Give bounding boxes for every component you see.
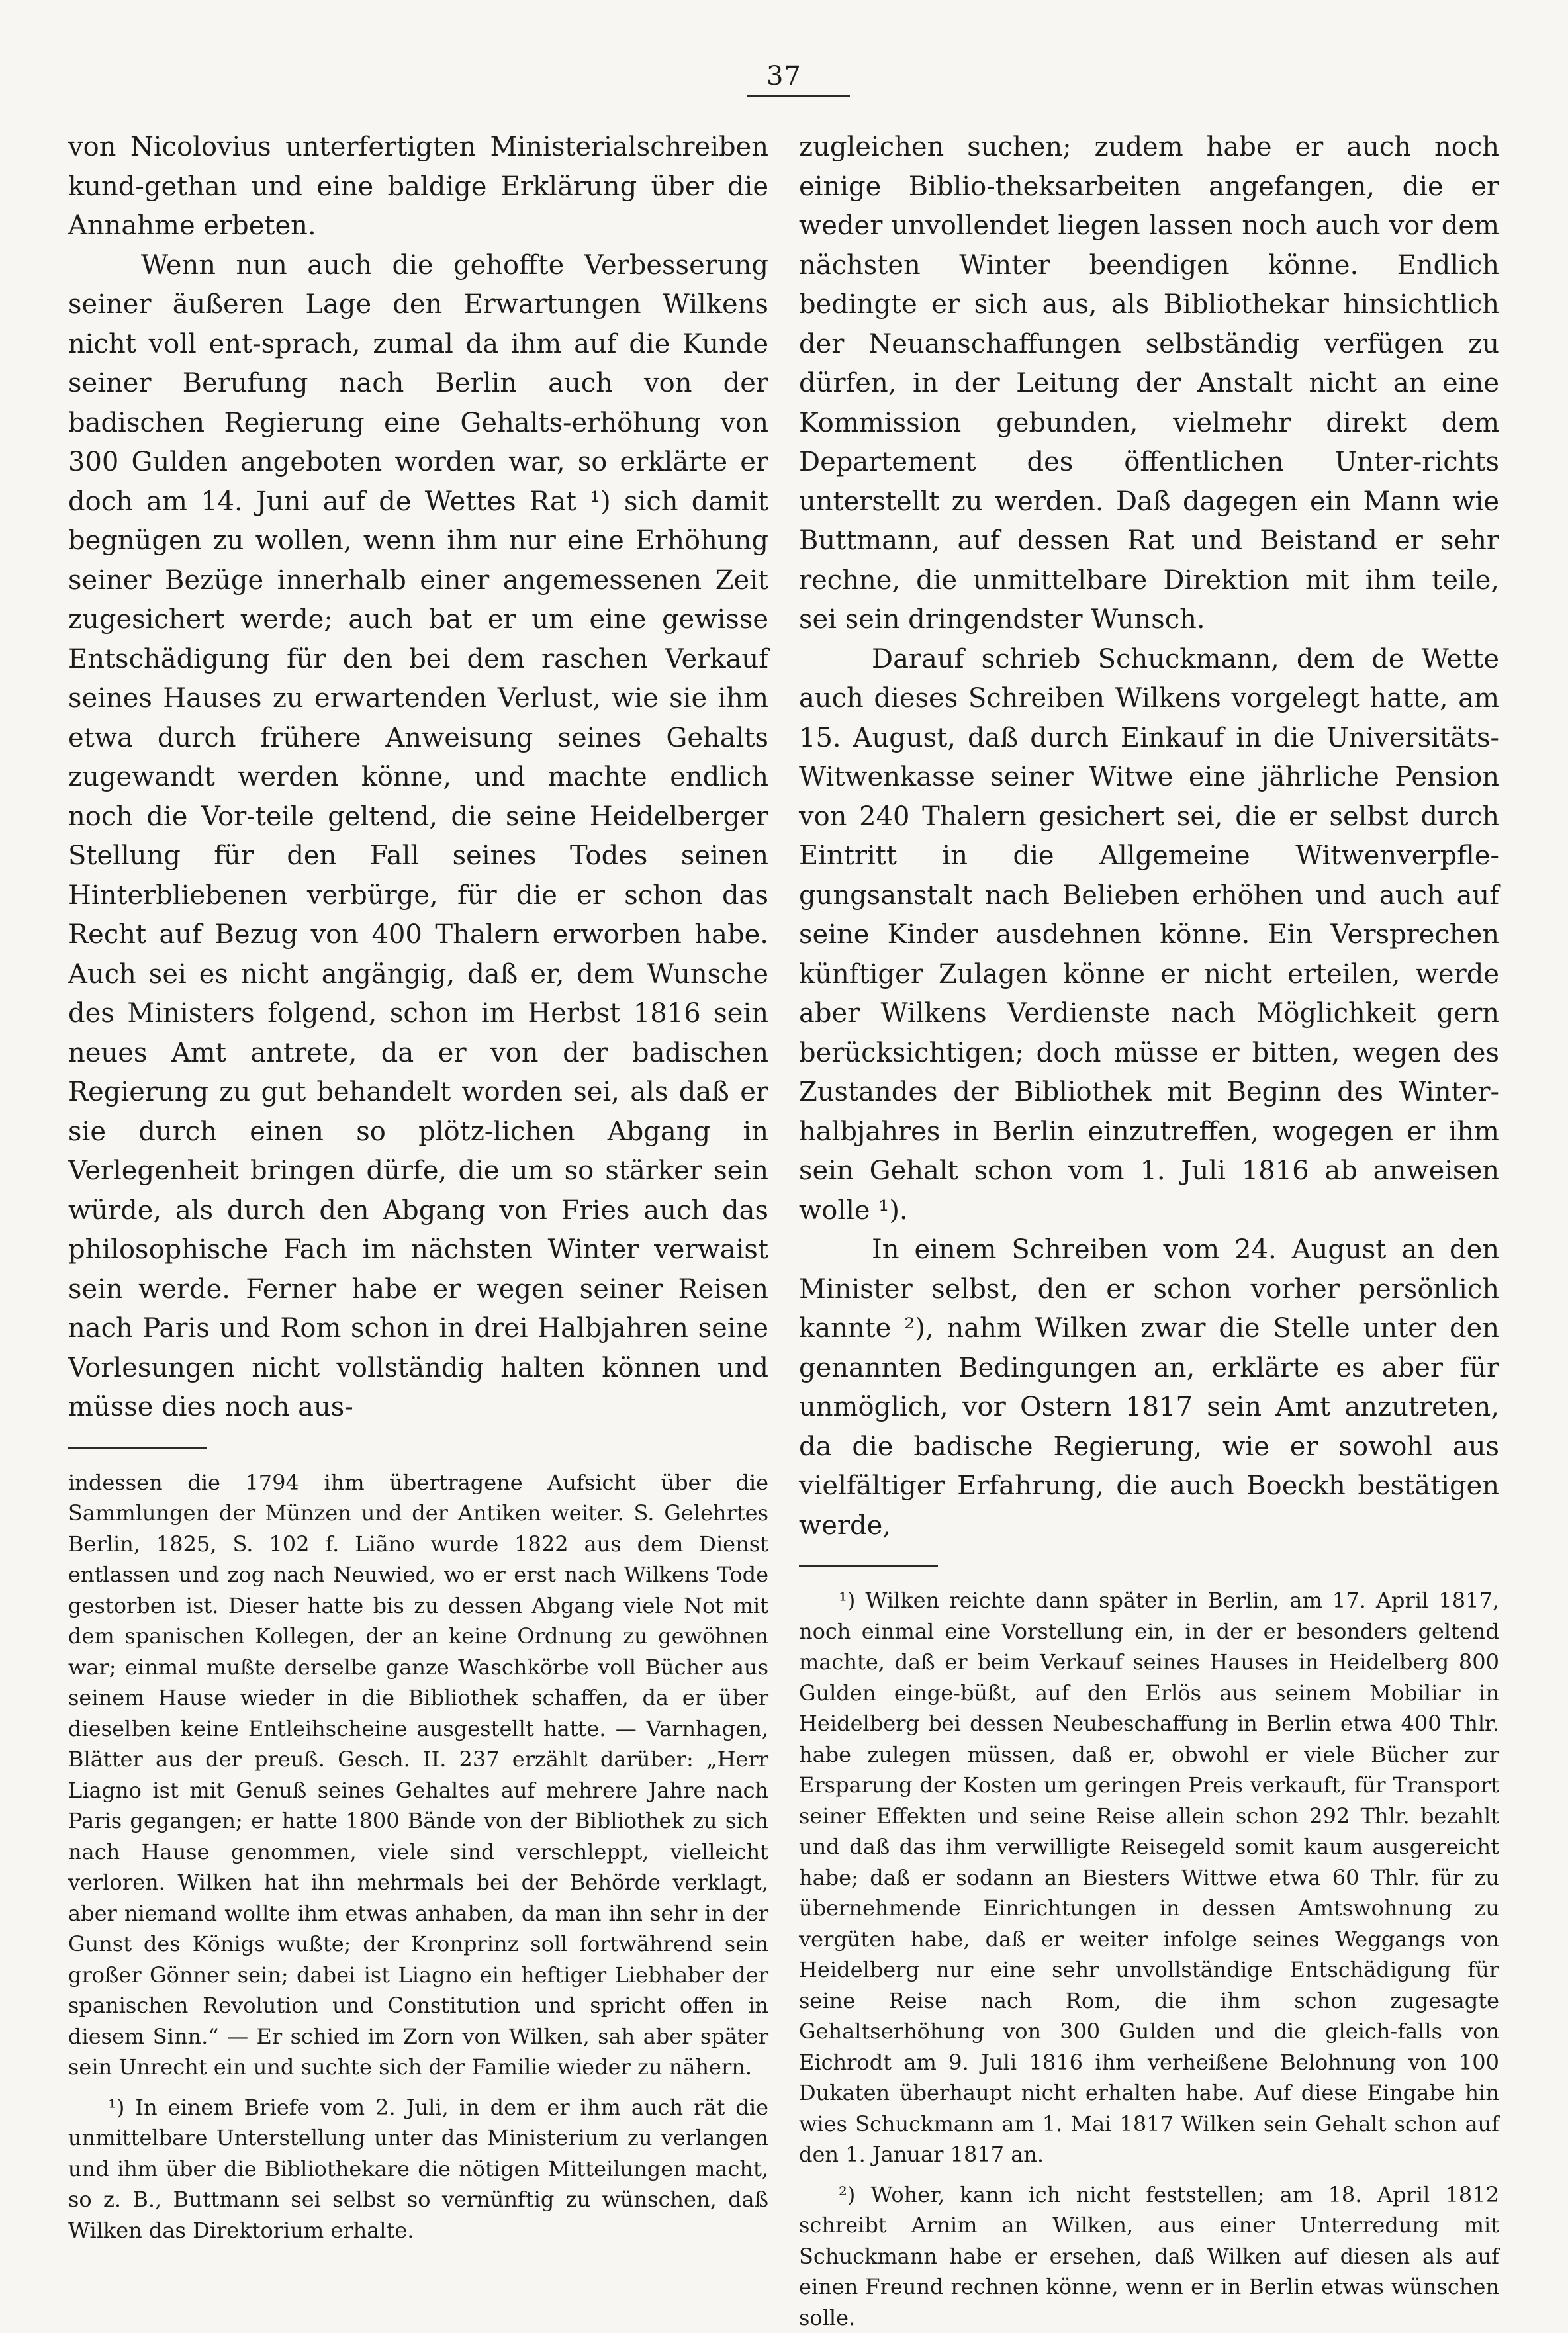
right-column [799, 128, 1499, 2333]
right-footnote-1: ¹) Wilken reichte dann später in Berlin, am 17. April 1817, noch einmal eine Vorstellung ein, in der er besonders geltend machte, daß er beim Verkauf seines Hauses in Heidelberg 800 Gulden einge-büßt, auf den Erlös aus seinem Mobiliar in Heidelberg bei dessen Neubeschaffung in Berlin etwa 400 Thlr. habe zulegen müssen, daß er, obwohl er viele Bücher zur Ersparung der Kosten um geringen Preis verkauft, für Transport seiner Effekten und seine Reise allein schon 292 Thlr. bezahlt und daß das ihm verwilligte Reisegeld somit kaum ausgereicht habe; daß er sodann an Biesters Wittwe etwa 60 Thlr. für zu übernehmende Einrichtungen in dessen Amtswohnung zu vergüten habe, daß er weiter infolge seines Weggangs von Heidelberg nur eine sehr unvollständige Entschädigung für seine Reise nach Rom, die ihm schon zugesagte Gehaltserhöhung von 300 Gulden und die gleich-falls von Eichrodt am 9. Juli 1816 ihm verheißene Belohnung von 100 Dukaten überhaupt nicht erhalten habe. Auf diese Eingabe hin wies Schuckmann am 1. Mai 1817 Wilken sein Gehalt schon auf den 1. Januar 1817 an. [799, 1585, 1499, 2170]
left-paragraph-1: von Nicolovius unterfertigten Ministerialschreiben kund-gethan und eine baldige Erklärung über die Annahme erbeten. [68, 128, 768, 246]
left-footnote-1: ¹) In einem Briefe vom 2. Juli, in dem er ihm auch rät die unmittelbare Unterstellung unter das Ministerium zu verlangen und ihm über die Bibliothekare die nötigen Mitteilungen macht, so z. B., Buttmann sei selbst so vernünftig zu wünschen, daß Wilken das Direktorium erhalte. [68, 2092, 768, 2246]
right-paragraph-1: zugleichen suchen; zudem habe er auch noch einige Biblio-theksarbeiten angefangen, die er weder unvollendet liegen lassen noch auch vor dem nächsten Winter beendigen könne. Endlich bedingte er sich aus, als Bibliothekar hinsichtlich der Neuanschaffungen selbständig verfügen zu dürfen, in der Leitung der Anstalt nicht an eine Kommission gebunden, vielmehr direkt dem Departement des öffentlichen Unter-richts unterstellt zu werden. Daß dagegen ein Mann wie Buttmann, auf dessen Rat und Beistand er sehr rechne, die unmittelbare Direktion mit ihm teile, sei sein dringendster Wunsch. [799, 128, 1499, 640]
right-footnote-2: ²) Woher, kann ich nicht feststellen; am 18. April 1812 schreibt Arnim an Wilken, aus einer Unterredung mit Schuckmann habe er ersehen, daß Wilken auf diesen als auf einen Freund rechnen könne, wenn er in Berlin etwas wünschen solle. [799, 2179, 1499, 2333]
page-number-rule [747, 95, 850, 97]
right-paragraph-2: Darauf schrieb Schuckmann, dem de Wette auch dieses Schreiben Wilkens vorgelegt hatte, am 15. August, daß durch Einkauf in die Universitäts-Witwenkasse seiner Witwe eine jährliche Pension von 240 Thalern gesichert sei, die er selbst durch Eintritt in die Allgemeine Witwenverpfle-gungsanstalt nach Belieben erhöhen und auch auf seine Kinder ausdehnen könne. Ein Versprechen künftiger Zulagen könne er nicht erteilen, werde aber Wilkens Verdienste nach Möglichkeit gern berücksichtigen; doch müsse er bitten, wegen des Zustandes der Bibliothek mit Beginn des Winter-halbjahres in Berlin einzutreffen, wogegen er ihm sein Gehalt schon vom 1. Juli 1816 ab anweisen wolle ¹). [799, 640, 1499, 1231]
left-footnote-continued: indessen die 1794 ihm übertragene Aufsicht über die Sammlungen der Münzen und der Antiken weiter. S. Gelehrtes Berlin, 1825, S. 102 f. Liãno wurde 1822 aus dem Dienst entlassen und zog nach Neuwied, wo er erst nach Wilkens Tode gestorben ist. Dieser hatte bis zu dessen Abgang viele Not mit dem spanischen Kollegen, der an keine Ordnung zu gewöhnen war; einmal mußte derselbe ganze Waschkörbe voll Bücher aus seinem Hause wieder in die Bibliothek schaffen, da er über dieselben keine Entleihscheine ausgestellt hatte. — Varnhagen, Blätter aus der preuß. Gesch. II. 237 erzählt darüber: „Herr Liagno ist mit Genuß seines Gehaltes auf mehrere Jahre nach Paris gegangen; er hatte 1800 Bände von der Bibliothek zu sich nach Hause genommen, viele sind verschleppt, vielleicht verloren. Wilken hat ihn mehrmals bei der Behörde verklagt, aber niemand wollte ihm etwas anhaben, da man ihn sehr in der Gunst des Königs wußte; der Kronprinz soll fortwährend sein großer Gönner sein; dabei ist Liagno ein heftiger Liebhaber der spanischen Revolution und Constitution und spricht offen in diesem Sinn.“ — Er schied im Zorn von Wilken, sah aber später sein Unrecht ein und suchte sich der Familie wieder zu nähern. [68, 1467, 768, 2083]
page-number: 37 [0, 61, 1568, 91]
left-paragraph-2: Wenn nun auch die gehoffte Verbesserung seiner äußeren Lage den Erwartungen Wilkens nicht voll ent-sprach, zumal da ihm auf die Kunde seiner Berufung nach Berlin auch von der badischen Regierung eine Gehalts-erhöhung von 300 Gulden angeboten worden war, so erklärte er doch am 14. Juni auf de Wettes Rat ¹) sich damit begnügen zu wollen, wenn ihm nur eine Erhöhung seiner Bezüge innerhalb einer angemessenen Zeit zugesichert werde; auch bat er um eine gewisse Entschädigung für den bei dem raschen Verkauf seines Hauses zu erwartenden Verlust, wie sie ihm etwa durch frühere Anweisung seines Gehalts zugewandt werden könne, und machte endlich noch die Vor-teile geltend, die seine Heidelberger Stellung für den Fall seines Todes seinen Hinterbliebenen verbürge, für die er schon das Recht auf Bezug von 400 Thalern erworben habe. Auch sei es nicht angängig, daß er, dem Wunsche des Ministers folgend, schon im Herbst 1816 sein neues Amt antrete, da er von der badischen Regierung zu gut behandelt worden sei, als daß er sie durch einen so plötz-lichen Abgang in Verlegenheit bringen dürfe, die um so stärker sein würde, als durch den Abgang von Fries auch das philosophische Fach im nächsten Winter verwaist sein werde. Ferner habe er wegen seiner Reisen nach Paris und Rom schon in drei Halbjahren seine Vorlesungen nicht vollständig halten können und müsse dies noch aus- [68, 246, 768, 1428]
right-footnote-rule [799, 1565, 938, 1567]
left-column [68, 128, 768, 2246]
left-footnote-rule [68, 1447, 207, 1449]
right-paragraph-3: In einem Schreiben vom 24. August an den Minister selbst, den er schon vorher persönlich kannte ²), nahm Wilken zwar die Stelle unter den genannten Bedingungen an, erklärte es aber für unmöglich, vor Ostern 1817 sein Amt anzutreten, da die badische Regierung, wie er sowohl aus vielfältiger Erfahrung, die auch Boeckh bestätigen werde, [799, 1230, 1499, 1545]
